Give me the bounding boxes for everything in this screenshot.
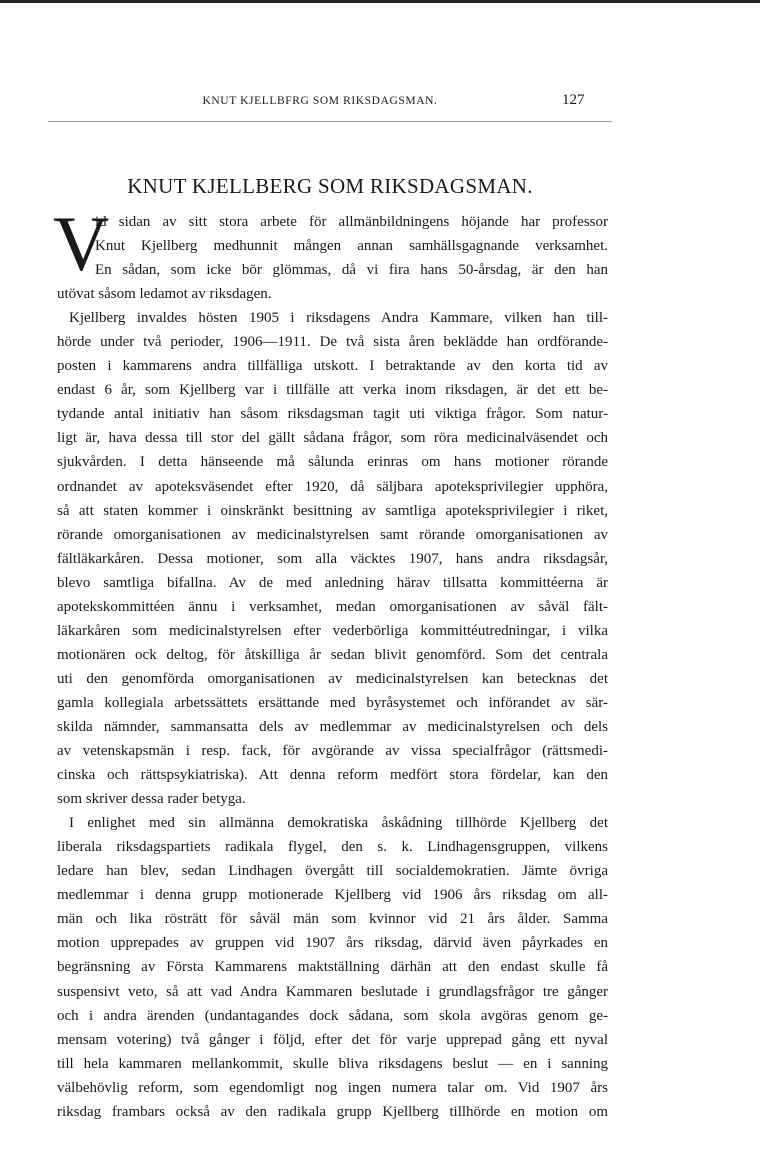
- article-title: KNUT KJELLBERG SOM RIKSDAGSMAN.: [127, 174, 533, 198]
- text-line: fältläkarkåren. Dessa motioner, som alla väcktes 1907, hans andra riksdagsår,: [57, 550, 608, 567]
- text-line: rörande omorganisationen av medicinalstyrelsen samt rörande omorganisationen av: [57, 526, 608, 543]
- text-line: hörde under två perioder, 1906—1911. De två sista åren beklädde han ordförande-: [57, 334, 608, 351]
- text-line: av vetenskapsmän i resp. fack, för avgörande av vissa specialfrågor (rättsmedi-: [57, 743, 608, 760]
- text-line: ordnandet av apoteksväsendet efter 1920, då säljbara apoteksprivilegier upphöra,: [57, 478, 608, 495]
- header-rule: [48, 121, 612, 122]
- text-line: liberala riksdagspartiets radikala flygel, den s. k. Lindhagensgruppen, vilkens: [57, 839, 608, 856]
- text-line: medlemmar i denna grupp motionerade Kjellberg vid 1906 års riksdag om all-: [57, 887, 608, 904]
- text-line: I enlighet med sin allmänna demokratiska åskådning tillhörde Kjellberg det: [69, 815, 608, 832]
- text-line: ledare han blev, sedan Lindhagen övergått till socialdemokratien. Jämte övriga: [57, 863, 608, 880]
- text-line: Kjellberg invaldes hösten 1905 i riksdagens Andra Kammare, vilken han till-: [69, 310, 608, 327]
- text-line: sjukvården. I detta hänseende må sålunda erinras om hans motioner rörande: [57, 454, 608, 471]
- scan-top-border: [0, 0, 760, 3]
- text-line: läkarkåren som medicinalstyrelsen efter vederbörliga kommittéutredningar, i vilka: [57, 622, 608, 639]
- text-line: suspensivt veto, så att vad Andra Kammaren beslutade i grundlagsfrågor tre gånger: [57, 983, 608, 1000]
- text-line: En sådan, som icke bör glömmas, då vi fira hans 50-årsdag, är den han: [95, 262, 608, 279]
- text-line: mensam votering) två gånger i följd, efter det för varje upprepad gång ett nyval: [57, 1031, 608, 1048]
- page-number: 127: [562, 92, 585, 108]
- text-line: begränsning av Första Kammarens maktställning därhän att den endast skulle få: [57, 959, 608, 976]
- text-line: ligt är, hava dessa till stor del gällt sådana frågor, som röra medicinalväsendet och: [57, 430, 608, 447]
- text-line: så att staten kommer i oinskränkt besittning av samtliga apoteksprivilegier i riket,: [57, 502, 608, 519]
- text-line: posten i kammarens andra tillfälliga utskott. I betraktande av den korta tid av: [57, 358, 608, 375]
- text-line: tydande antal initiativ han såsom riksdagsman tagit uti viktiga frågor. Som natur-: [57, 406, 608, 423]
- text-line: välbehövlig reform, som egendomligt nog ingen numera talar om. Vid 1907 års: [57, 1079, 608, 1096]
- text-line: Knut Kjellberg medhunnit mången annan samhällsgagnande verksamhet.: [95, 238, 608, 255]
- text-line: utövat såsom ledamot av riksdagen.: [57, 286, 272, 303]
- text-line: apotekskommittéen ännu i verksamhet, medan omorganisationen av såväl fält-: [57, 598, 608, 615]
- text-line: motion upprepades av gruppen vid 1907 års riksdag, därvid även påyrkades en: [57, 935, 608, 952]
- text-line: motionären ock deltog, för åtskilliga år sedan blivit genomförd. Som det centrala: [57, 646, 608, 663]
- text-line: cinska och rättspsykiatriska). Att denna reform medfört stora fördelar, kan den: [57, 767, 608, 784]
- text-line: uti den genomförda omorganisationen av medicinalstyrelsen kan betecknas det: [57, 670, 608, 687]
- text-line: id sidan av sitt stora arbete för allmänbildningens höjande har professor: [95, 214, 608, 230]
- text-line: män och lika rösträtt för såväl män som kvinnor vid 21 års ålder. Samma: [57, 911, 608, 928]
- article-body: [57, 210, 608, 1124]
- running-header: KNUT KJELLBFRG SOM RIKSDAGSMAN.: [202, 95, 438, 107]
- text-line: som skriver dessa rader betyga.: [57, 791, 246, 808]
- text-line: skilda nämnder, sammansatta dels av medlemmar av medicinalstyrelsen och dels: [57, 718, 608, 735]
- text-line: riksdag frambars också av den radikala grupp Kjellberg tillhörde en motion om: [57, 1103, 608, 1120]
- text-line: gamla kollegiala arbetssättets ersättande med byråsystemet och införandet av sär-: [57, 694, 608, 711]
- text-line: och i andra ärenden (undantagandes dock sådana, som skola avgöras genom ge-: [57, 1007, 608, 1024]
- text-line: blevo samtliga bifallna. Av de med anledning härav tillsatta kommittéerna är: [57, 574, 608, 591]
- text-line: till hela kammaren mellankommit, skulle bliva riksdagens beslut — en i sanning: [57, 1055, 608, 1072]
- drop-cap: V: [53, 200, 110, 287]
- text-line: endast 6 år, som Kjellberg var i tillfälle att verka inom riksdagen, är det ett be-: [57, 382, 608, 399]
